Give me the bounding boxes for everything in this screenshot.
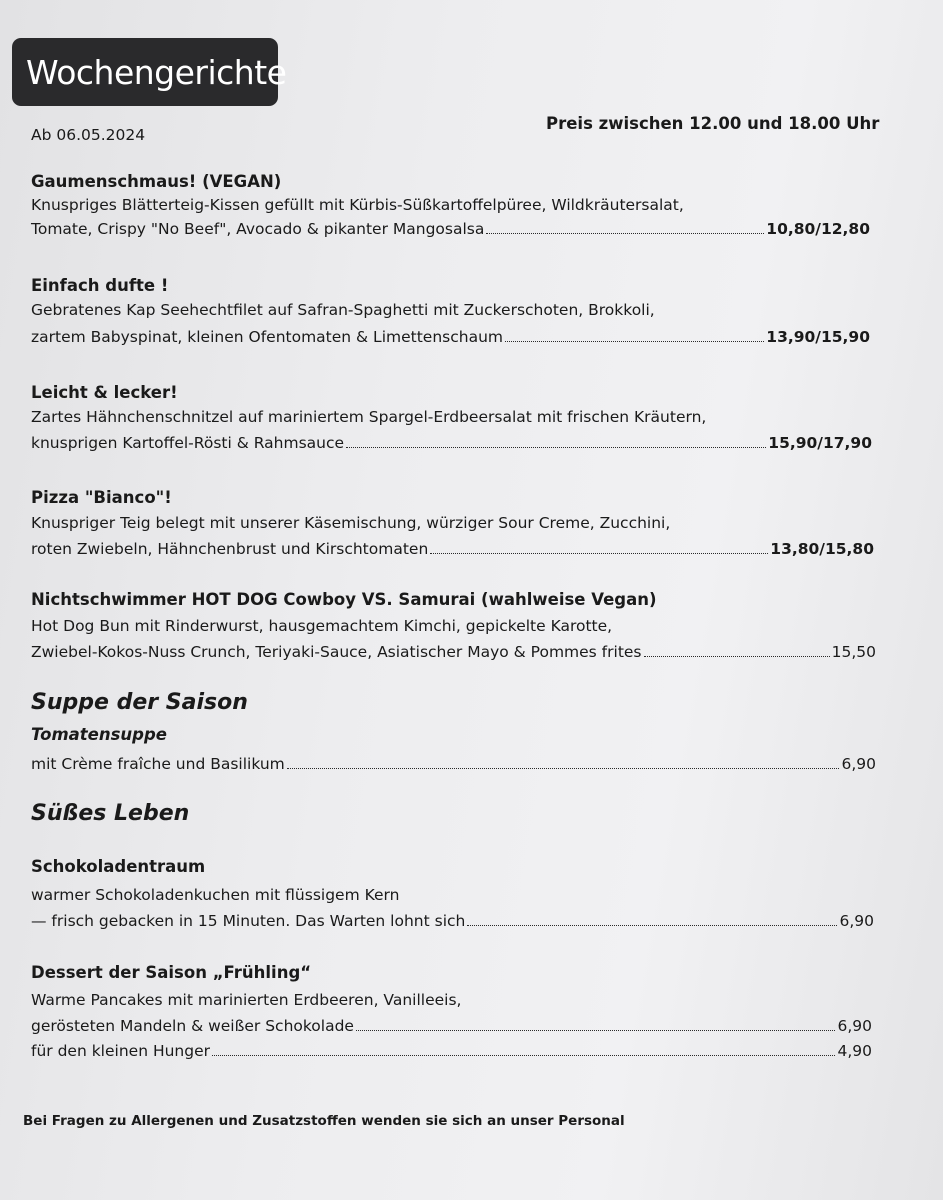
dish-price: 10,80/12,80 xyxy=(766,220,870,238)
dot-leader xyxy=(644,656,830,657)
dot-leader xyxy=(346,447,766,448)
dessert-title: Dessert der Saison „Frühling“ xyxy=(31,963,312,982)
dish-title: Nichtschwimmer HOT DOG Cowboy VS. Samurai (wahlweise Vegan) xyxy=(31,590,657,609)
valid-from-date: Ab 06.05.2024 xyxy=(31,126,146,144)
dessert-title: Schokoladentraum xyxy=(31,857,206,876)
allergen-notice: Bei Fragen zu Allergenen und Zusatzstoffen wenden sie sich an unser Personal xyxy=(23,1113,625,1129)
dessert-small-portion: für den kleinen Hunger xyxy=(31,1042,210,1060)
dot-leader xyxy=(430,553,768,554)
dessert-description: Warme Pancakes mit marinierten Erdbeeren, Vanilleeis, xyxy=(31,991,462,1009)
dot-leader xyxy=(287,768,840,769)
dessert-description: gerösteten Mandeln & weißer Schokolade xyxy=(31,1017,354,1035)
dot-leader xyxy=(505,341,764,342)
dot-leader xyxy=(212,1055,835,1056)
dish-price-line xyxy=(31,434,872,452)
dish-title: Einfach dufte ! xyxy=(31,276,169,295)
soup-description: mit Crème fraîche und Basilikum xyxy=(31,755,285,773)
dessert-price-line xyxy=(31,1017,872,1035)
dish-description: Knuspriges Blätterteig-Kissen gefüllt mit Kürbis-Süßkartoffelpüree, Wildkräutersalat, xyxy=(31,196,684,214)
dish-price-line xyxy=(31,540,874,558)
dessert-small-price: 4,90 xyxy=(837,1042,872,1060)
dessert-price: 6,90 xyxy=(839,912,874,930)
dish-description: Knuspriger Teig belegt mit unserer Käsemischung, würziger Sour Creme, Zucchini, xyxy=(31,514,671,532)
dessert-description: — frisch gebacken in 15 Minuten. Das Warten lohnt sich xyxy=(31,912,466,930)
dot-leader xyxy=(356,1030,836,1031)
soup-title: Tomatensuppe xyxy=(31,725,167,744)
dot-leader xyxy=(486,233,764,234)
dish-price: 15,50 xyxy=(831,643,876,661)
dish-price-line xyxy=(31,220,870,238)
dish-title: Pizza "Bianco"! xyxy=(31,488,172,507)
dish-description: zartem Babyspinat, kleinen Ofentomaten & Limettenschaum xyxy=(31,328,503,346)
price-time-note: Preis zwischen 12.00 und 18.00 Uhr xyxy=(546,114,880,133)
dish-price-line xyxy=(31,643,876,661)
dish-description: Zartes Hähnchenschnitzel auf mariniertem Spargel-Erdbeersalat mit frischen Kräutern, xyxy=(31,408,707,426)
dish-description: roten Zwiebeln, Hähnchenbrust und Kirschtomaten xyxy=(31,540,429,558)
dish-description: knusprigen Kartoffel-Rösti & Rahmsauce xyxy=(31,434,345,452)
section-heading-soup: Suppe der Saison xyxy=(31,690,248,715)
dish-description: Hot Dog Bun mit Rinderwurst, hausgemachtem Kimchi, gepickelte Karotte, xyxy=(31,617,613,635)
dessert-description: warmer Schokoladenkuchen mit flüssigem Kern xyxy=(31,886,400,904)
dish-title: Gaumenschmaus! (VEGAN) xyxy=(31,172,282,191)
soup-price-line xyxy=(31,755,876,773)
soup-price: 6,90 xyxy=(841,755,876,773)
dessert-price: 6,90 xyxy=(837,1017,872,1035)
page-title xyxy=(12,38,287,106)
dessert-price-line xyxy=(31,912,874,930)
dish-description: Tomate, Crispy "No Beef", Avocado & pikanter Mangosalsa xyxy=(31,220,485,238)
dish-title: Leicht & lecker! xyxy=(31,383,178,402)
dot-leader xyxy=(467,925,837,926)
dessert-small-price-line xyxy=(31,1042,872,1060)
dish-price-line xyxy=(31,328,870,346)
dish-description: Gebratenes Kap Seehechtfilet auf Safran-Spaghetti mit Zuckerschoten, Brokkoli, xyxy=(31,301,655,319)
dish-price: 13,80/15,80 xyxy=(770,540,874,558)
dish-price: 13,90/15,90 xyxy=(766,328,870,346)
dish-price: 15,90/17,90 xyxy=(768,434,872,452)
page-title-text: Wochengerichte xyxy=(26,52,287,92)
section-heading-sweets: Süßes Leben xyxy=(31,801,190,826)
dish-description: Zwiebel-Kokos-Nuss Crunch, Teriyaki-Sauce, Asiatischer Mayo & Pommes frites xyxy=(31,643,642,661)
